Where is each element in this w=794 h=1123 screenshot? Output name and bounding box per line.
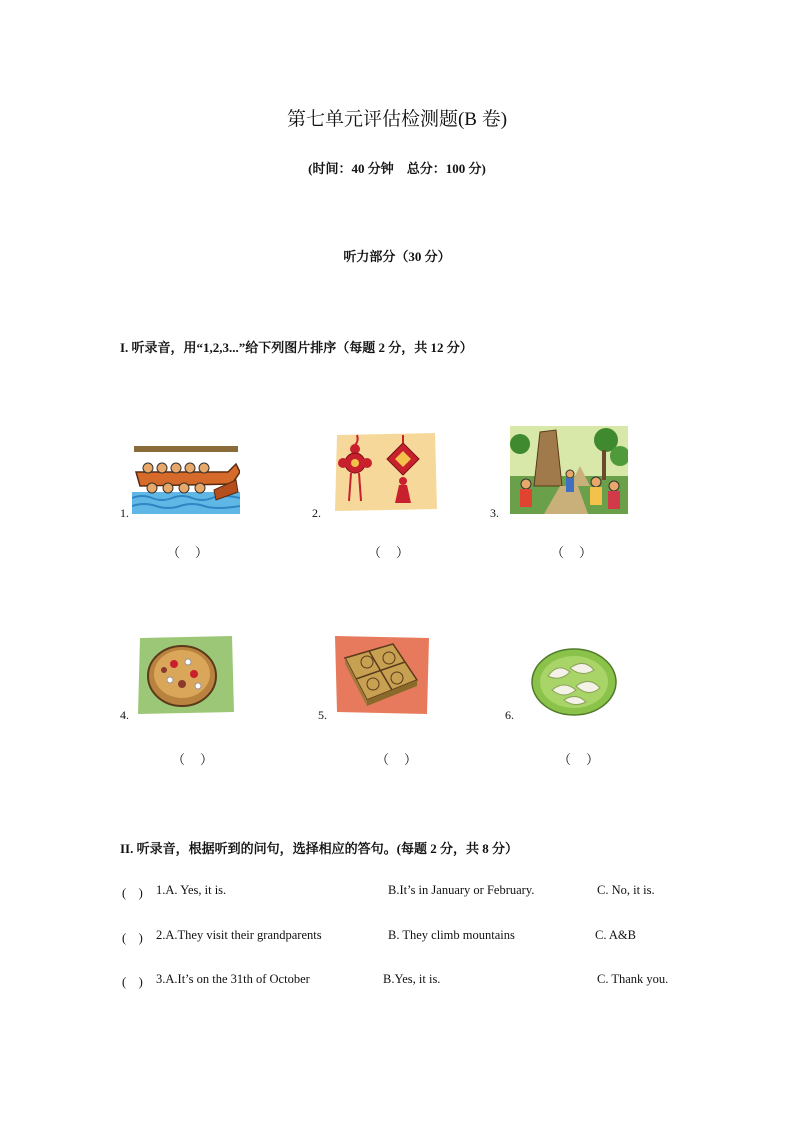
picture-number-2: 2. xyxy=(312,506,321,520)
picture-number-6: 6. xyxy=(505,708,514,722)
dragon-boat-race-picture xyxy=(132,442,240,514)
chinese-knot-picture xyxy=(331,431,439,513)
question-1-bracket[interactable]: ( ) xyxy=(122,886,143,900)
question-2-option-c: C. A&B xyxy=(595,928,636,942)
page-subtitle: (时间：40 分钟 总分：100 分) xyxy=(308,161,486,176)
question-2-option-a: 2.A.They visit their grandparents xyxy=(156,928,322,942)
answer-bracket-6[interactable]: （ ） xyxy=(558,752,601,767)
question-2-bracket[interactable]: ( ) xyxy=(122,931,143,945)
question-1-option-b: B.It’s in January or February. xyxy=(388,883,535,897)
answer-bracket-2[interactable]: （ ） xyxy=(368,545,411,560)
question-2-option-b: B. They climb mountains xyxy=(388,928,515,942)
part1-heading: I. 听录音，用“1,2,3...”给下列图片排序（每题 2 分，共 12 分） xyxy=(120,340,473,355)
question-1-option-a: 1.A. Yes, it is. xyxy=(156,883,227,897)
dumplings-plate-picture xyxy=(530,646,618,718)
answer-bracket-3[interactable]: （ ） xyxy=(551,545,594,560)
picture-number-3: 3. xyxy=(490,506,499,520)
answer-bracket-5[interactable]: （ ） xyxy=(376,752,419,767)
page-title: 第七单元评估检测题(B 卷) xyxy=(286,109,508,130)
picture-number-1: 1. xyxy=(120,506,129,520)
picture-number-4: 4. xyxy=(120,708,129,722)
listening-heading: 听力部分（30 分） xyxy=(343,249,451,264)
question-1-option-c: C. No, it is. xyxy=(597,883,655,897)
question-3-option-a: 3.A.It’s on the 31th of October xyxy=(156,972,310,986)
question-3-option-c: C. Thank you. xyxy=(597,972,669,986)
picture-number-5: 5. xyxy=(318,708,327,722)
climbing-mountain-picture xyxy=(510,426,628,514)
question-3-bracket[interactable]: ( ) xyxy=(122,975,143,989)
fruit-cake-picture xyxy=(136,634,236,714)
mooncake-box-picture xyxy=(333,634,431,716)
part2-heading: II. 听录音，根据听到的问句，选择相应的答句。(每题 2 分，共 8 分） xyxy=(120,841,518,856)
answer-bracket-4[interactable]: （ ） xyxy=(172,752,215,767)
answer-bracket-1[interactable]: （ ） xyxy=(167,545,210,560)
question-3-option-b: B.Yes, it is. xyxy=(383,972,441,986)
